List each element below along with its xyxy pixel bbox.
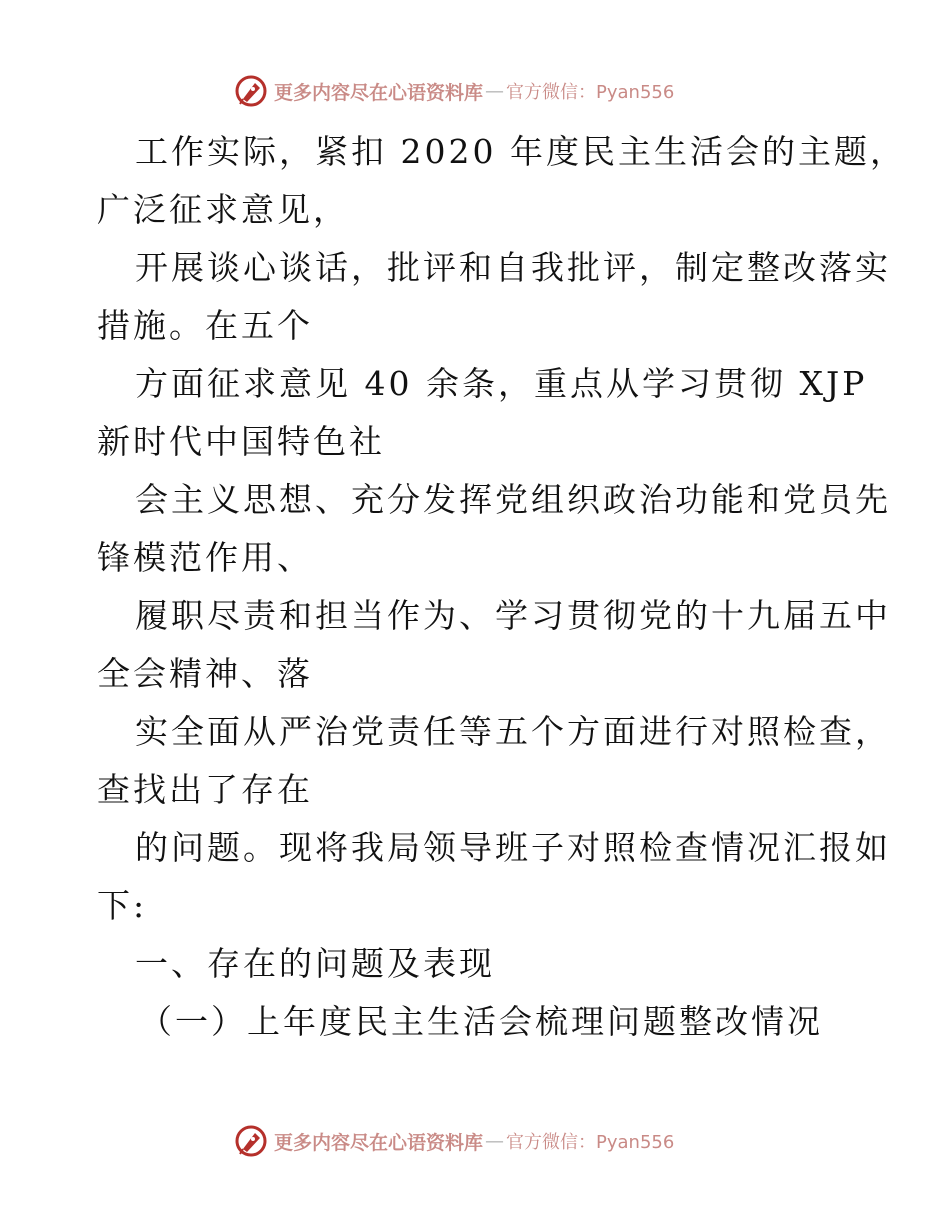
footer-watermark-banner (234, 1121, 674, 1161)
body-line-4: 措施。在五个 (97, 306, 313, 345)
header-watermark-banner (234, 71, 674, 111)
body-line-12: 查找出了存在 (97, 770, 313, 809)
watermark-text: 更多内容尽在心语资料库 (274, 81, 484, 104)
pen-nib-logo-icon (234, 1124, 268, 1158)
body-line-10: 全会精神、落 (97, 654, 313, 693)
body-line-14: 下: (97, 886, 148, 925)
body-line-13: 的问题。现将我局领导班子对照检查情况汇报如 (135, 828, 891, 867)
body-line-1: 工作实际，紧扣 2020 年度民主生活会的主题， (135, 132, 906, 171)
body-line-8: 锋模范作用、 (97, 538, 313, 577)
body-line-6: 新时代中国特色社 (97, 422, 385, 461)
pen-nib-logo-icon (234, 74, 268, 108)
watermark-dash: — (485, 80, 505, 102)
subsection-heading: （一）上年度民主生活会梳理问题整改情况 (139, 1002, 823, 1041)
document-body (97, 123, 906, 1051)
watermark-dash: — (485, 1130, 505, 1152)
watermark-wechat: 官方微信：Pyan556 (506, 1132, 675, 1153)
watermark-text: 更多内容尽在心语资料库 (274, 1131, 484, 1154)
section-heading: 一、存在的问题及表现 (135, 944, 495, 983)
body-line-5: 方面征求意见 40 余条，重点从学习贯彻 XJP (135, 364, 868, 403)
body-line-9: 履职尽责和担当作为、学习贯彻党的十九届五中 (135, 596, 891, 635)
body-line-11: 实全面从严治党责任等五个方面进行对照检查， (135, 712, 891, 751)
body-line-3: 开展谈心谈话，批评和自我批评，制定整改落实 (135, 248, 891, 287)
watermark-wechat: 官方微信：Pyan556 (506, 82, 675, 103)
body-line-2: 广泛征求意见， (97, 190, 349, 229)
body-line-7: 会主义思想、充分发挥党组织政治功能和党员先 (135, 480, 891, 519)
